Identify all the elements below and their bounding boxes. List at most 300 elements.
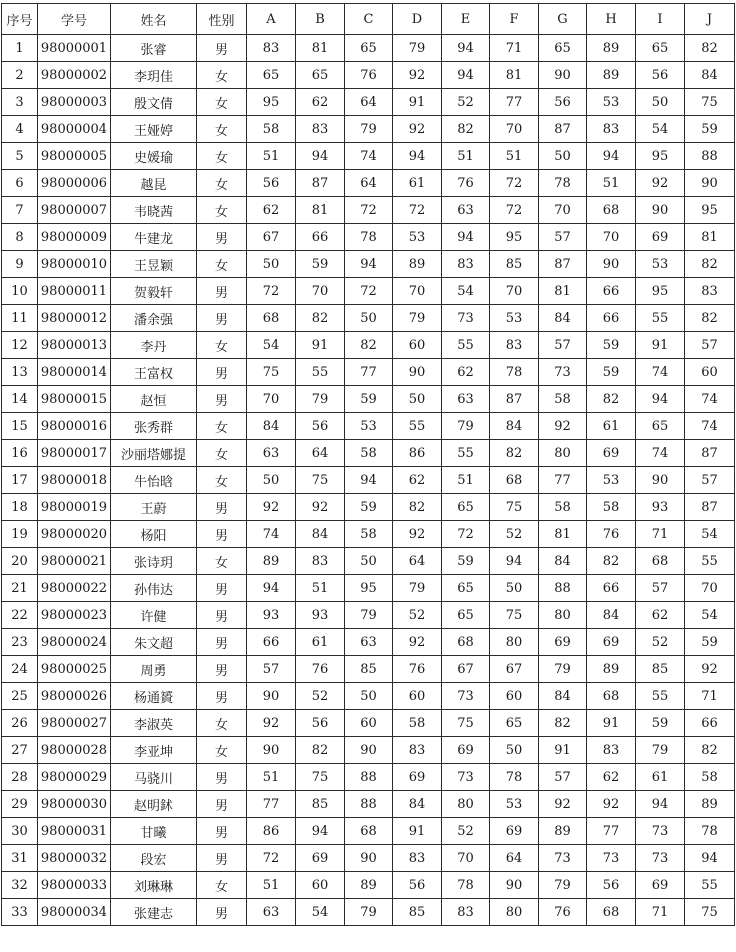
cell-score-d: 76 bbox=[393, 656, 442, 683]
cell-score-a: 67 bbox=[247, 224, 296, 251]
cell-score-h: 77 bbox=[587, 818, 636, 845]
cell-score-g: 69 bbox=[539, 629, 587, 656]
cell-score-b: 75 bbox=[296, 467, 345, 494]
cell-score-d: 85 bbox=[393, 899, 442, 926]
cell-score-c: 53 bbox=[345, 413, 393, 440]
cell-score-f: 83 bbox=[490, 332, 539, 359]
cell-score-c: 60 bbox=[345, 710, 393, 737]
cell-score-b: 69 bbox=[296, 845, 345, 872]
cell-score-j: 84 bbox=[685, 62, 735, 89]
cell-student-id: 98000019 bbox=[38, 494, 111, 521]
cell-score-a: 66 bbox=[247, 629, 296, 656]
cell-score-c: 50 bbox=[345, 305, 393, 332]
cell-score-g: 78 bbox=[539, 170, 587, 197]
cell-student-id: 98000003 bbox=[38, 89, 111, 116]
cell-score-c: 59 bbox=[345, 386, 393, 413]
cell-score-e: 72 bbox=[442, 521, 490, 548]
cell-name: 段宏 bbox=[111, 845, 197, 872]
cell-seq: 4 bbox=[2, 116, 38, 143]
cell-score-h: 83 bbox=[587, 116, 636, 143]
cell-score-j: 92 bbox=[685, 656, 735, 683]
cell-score-i: 65 bbox=[636, 35, 685, 62]
cell-score-c: 94 bbox=[345, 467, 393, 494]
cell-student-id: 98000022 bbox=[38, 575, 111, 602]
cell-score-i: 92 bbox=[636, 170, 685, 197]
cell-score-a: 77 bbox=[247, 791, 296, 818]
cell-student-id: 98000025 bbox=[38, 656, 111, 683]
cell-student-id: 98000017 bbox=[38, 440, 111, 467]
cell-seq: 6 bbox=[2, 170, 38, 197]
cell-score-c: 59 bbox=[345, 494, 393, 521]
cell-score-h: 58 bbox=[587, 494, 636, 521]
cell-score-b: 94 bbox=[296, 143, 345, 170]
cell-score-d: 91 bbox=[393, 89, 442, 116]
cell-score-a: 51 bbox=[247, 764, 296, 791]
table-row bbox=[2, 278, 735, 305]
cell-score-d: 94 bbox=[393, 143, 442, 170]
cell-gender: 男 bbox=[197, 818, 247, 845]
cell-seq: 23 bbox=[2, 629, 38, 656]
cell-name: 刘琳琳 bbox=[111, 872, 197, 899]
cell-seq: 18 bbox=[2, 494, 38, 521]
cell-student-id: 98000020 bbox=[38, 521, 111, 548]
cell-score-a: 70 bbox=[247, 386, 296, 413]
cell-score-h: 66 bbox=[587, 305, 636, 332]
cell-score-d: 53 bbox=[393, 224, 442, 251]
cell-score-g: 92 bbox=[539, 791, 587, 818]
cell-name: 殷文倩 bbox=[111, 89, 197, 116]
cell-seq: 26 bbox=[2, 710, 38, 737]
table-row bbox=[2, 683, 735, 710]
cell-score-b: 81 bbox=[296, 35, 345, 62]
cell-score-g: 50 bbox=[539, 143, 587, 170]
cell-score-i: 55 bbox=[636, 683, 685, 710]
cell-score-a: 62 bbox=[247, 197, 296, 224]
cell-score-b: 81 bbox=[296, 197, 345, 224]
cell-score-j: 90 bbox=[685, 170, 735, 197]
cell-score-b: 61 bbox=[296, 629, 345, 656]
cell-score-f: 60 bbox=[490, 683, 539, 710]
cell-score-g: 57 bbox=[539, 332, 587, 359]
cell-score-i: 71 bbox=[636, 899, 685, 926]
cell-score-e: 75 bbox=[442, 710, 490, 737]
cell-score-i: 93 bbox=[636, 494, 685, 521]
cell-gender: 女 bbox=[197, 872, 247, 899]
cell-name: 李丹 bbox=[111, 332, 197, 359]
header-seq: 序号 bbox=[2, 4, 38, 35]
cell-gender: 男 bbox=[197, 305, 247, 332]
cell-student-id: 98000021 bbox=[38, 548, 111, 575]
cell-student-id: 98000028 bbox=[38, 737, 111, 764]
cell-score-j: 71 bbox=[685, 683, 735, 710]
cell-score-d: 83 bbox=[393, 737, 442, 764]
cell-score-h: 66 bbox=[587, 575, 636, 602]
cell-score-i: 73 bbox=[636, 818, 685, 845]
cell-score-e: 73 bbox=[442, 764, 490, 791]
cell-score-h: 82 bbox=[587, 548, 636, 575]
cell-score-a: 68 bbox=[247, 305, 296, 332]
cell-student-id: 98000001 bbox=[38, 35, 111, 62]
cell-gender: 女 bbox=[197, 251, 247, 278]
header-g: G bbox=[539, 4, 587, 35]
cell-score-i: 95 bbox=[636, 143, 685, 170]
table-row bbox=[2, 62, 735, 89]
cell-score-b: 94 bbox=[296, 818, 345, 845]
cell-score-g: 90 bbox=[539, 62, 587, 89]
cell-score-a: 63 bbox=[247, 899, 296, 926]
cell-score-j: 74 bbox=[685, 386, 735, 413]
cell-score-a: 72 bbox=[247, 278, 296, 305]
cell-seq: 9 bbox=[2, 251, 38, 278]
table-row bbox=[2, 251, 735, 278]
cell-score-h: 84 bbox=[587, 602, 636, 629]
cell-score-a: 50 bbox=[247, 251, 296, 278]
cell-score-j: 55 bbox=[685, 872, 735, 899]
cell-score-h: 76 bbox=[587, 521, 636, 548]
cell-score-g: 79 bbox=[539, 872, 587, 899]
cell-score-f: 67 bbox=[490, 656, 539, 683]
cell-name: 王娅婷 bbox=[111, 116, 197, 143]
cell-score-d: 82 bbox=[393, 494, 442, 521]
cell-score-d: 92 bbox=[393, 521, 442, 548]
cell-score-c: 79 bbox=[345, 899, 393, 926]
cell-score-g: 65 bbox=[539, 35, 587, 62]
cell-score-f: 52 bbox=[490, 521, 539, 548]
cell-score-j: 87 bbox=[685, 494, 735, 521]
cell-score-g: 58 bbox=[539, 494, 587, 521]
cell-score-f: 53 bbox=[490, 305, 539, 332]
cell-gender: 女 bbox=[197, 143, 247, 170]
cell-score-f: 81 bbox=[490, 62, 539, 89]
cell-seq: 21 bbox=[2, 575, 38, 602]
cell-score-b: 83 bbox=[296, 548, 345, 575]
table-row bbox=[2, 845, 735, 872]
cell-score-h: 59 bbox=[587, 359, 636, 386]
cell-gender: 女 bbox=[197, 197, 247, 224]
cell-score-h: 66 bbox=[587, 278, 636, 305]
cell-score-g: 89 bbox=[539, 818, 587, 845]
cell-score-j: 75 bbox=[685, 89, 735, 116]
cell-seq: 12 bbox=[2, 332, 38, 359]
cell-score-f: 50 bbox=[490, 737, 539, 764]
cell-score-i: 94 bbox=[636, 386, 685, 413]
cell-score-e: 63 bbox=[442, 386, 490, 413]
cell-score-c: 50 bbox=[345, 548, 393, 575]
cell-score-h: 70 bbox=[587, 224, 636, 251]
cell-student-id: 98000005 bbox=[38, 143, 111, 170]
cell-score-e: 65 bbox=[442, 575, 490, 602]
cell-score-b: 59 bbox=[296, 251, 345, 278]
cell-seq: 32 bbox=[2, 872, 38, 899]
cell-gender: 男 bbox=[197, 683, 247, 710]
cell-score-c: 58 bbox=[345, 521, 393, 548]
cell-score-g: 56 bbox=[539, 89, 587, 116]
table-header bbox=[2, 4, 735, 35]
table-row bbox=[2, 872, 735, 899]
cell-name: 张诗玥 bbox=[111, 548, 197, 575]
cell-score-j: 95 bbox=[685, 197, 735, 224]
cell-score-a: 57 bbox=[247, 656, 296, 683]
cell-student-id: 98000013 bbox=[38, 332, 111, 359]
cell-score-b: 91 bbox=[296, 332, 345, 359]
cell-score-i: 62 bbox=[636, 602, 685, 629]
student-grades-table bbox=[1, 3, 735, 926]
cell-score-f: 84 bbox=[490, 413, 539, 440]
cell-score-g: 91 bbox=[539, 737, 587, 764]
cell-score-e: 73 bbox=[442, 683, 490, 710]
cell-score-c: 90 bbox=[345, 845, 393, 872]
cell-score-j: 60 bbox=[685, 359, 735, 386]
cell-score-d: 79 bbox=[393, 575, 442, 602]
cell-score-j: 78 bbox=[685, 818, 735, 845]
cell-name: 朱文超 bbox=[111, 629, 197, 656]
cell-name: 赵恒 bbox=[111, 386, 197, 413]
cell-seq: 11 bbox=[2, 305, 38, 332]
cell-student-id: 98000002 bbox=[38, 62, 111, 89]
header-c: C bbox=[345, 4, 393, 35]
cell-student-id: 98000012 bbox=[38, 305, 111, 332]
cell-score-i: 56 bbox=[636, 62, 685, 89]
cell-score-a: 74 bbox=[247, 521, 296, 548]
cell-score-f: 90 bbox=[490, 872, 539, 899]
cell-score-h: 94 bbox=[587, 143, 636, 170]
cell-score-b: 82 bbox=[296, 305, 345, 332]
cell-score-e: 51 bbox=[442, 467, 490, 494]
cell-score-b: 84 bbox=[296, 521, 345, 548]
cell-score-b: 93 bbox=[296, 602, 345, 629]
cell-name: 张秀群 bbox=[111, 413, 197, 440]
cell-seq: 19 bbox=[2, 521, 38, 548]
cell-name: 牛建龙 bbox=[111, 224, 197, 251]
table-row bbox=[2, 197, 735, 224]
cell-score-a: 90 bbox=[247, 683, 296, 710]
cell-score-a: 54 bbox=[247, 332, 296, 359]
cell-score-d: 62 bbox=[393, 467, 442, 494]
cell-score-b: 66 bbox=[296, 224, 345, 251]
cell-score-d: 79 bbox=[393, 305, 442, 332]
cell-score-c: 88 bbox=[345, 764, 393, 791]
cell-gender: 男 bbox=[197, 575, 247, 602]
cell-score-f: 87 bbox=[490, 386, 539, 413]
cell-score-d: 79 bbox=[393, 35, 442, 62]
cell-score-h: 53 bbox=[587, 467, 636, 494]
cell-score-g: 81 bbox=[539, 521, 587, 548]
cell-name: 沙丽塔娜提 bbox=[111, 440, 197, 467]
cell-score-e: 55 bbox=[442, 440, 490, 467]
cell-score-h: 68 bbox=[587, 683, 636, 710]
header-name: 姓名 bbox=[111, 4, 197, 35]
cell-score-j: 54 bbox=[685, 521, 735, 548]
cell-gender: 男 bbox=[197, 764, 247, 791]
cell-score-f: 65 bbox=[490, 710, 539, 737]
cell-score-h: 82 bbox=[587, 386, 636, 413]
cell-seq: 29 bbox=[2, 791, 38, 818]
cell-seq: 16 bbox=[2, 440, 38, 467]
cell-score-e: 79 bbox=[442, 413, 490, 440]
cell-seq: 10 bbox=[2, 278, 38, 305]
cell-score-a: 92 bbox=[247, 710, 296, 737]
cell-score-b: 92 bbox=[296, 494, 345, 521]
cell-score-d: 61 bbox=[393, 170, 442, 197]
cell-score-c: 72 bbox=[345, 197, 393, 224]
cell-score-f: 71 bbox=[490, 35, 539, 62]
cell-score-h: 68 bbox=[587, 899, 636, 926]
cell-score-d: 92 bbox=[393, 62, 442, 89]
cell-score-b: 54 bbox=[296, 899, 345, 926]
cell-score-b: 75 bbox=[296, 764, 345, 791]
cell-score-e: 83 bbox=[442, 251, 490, 278]
cell-score-e: 76 bbox=[442, 170, 490, 197]
cell-score-h: 68 bbox=[587, 197, 636, 224]
cell-score-b: 79 bbox=[296, 386, 345, 413]
cell-score-h: 51 bbox=[587, 170, 636, 197]
cell-score-a: 84 bbox=[247, 413, 296, 440]
cell-score-i: 91 bbox=[636, 332, 685, 359]
cell-score-i: 94 bbox=[636, 791, 685, 818]
cell-score-g: 84 bbox=[539, 683, 587, 710]
cell-score-d: 83 bbox=[393, 845, 442, 872]
table-row bbox=[2, 332, 735, 359]
cell-score-j: 57 bbox=[685, 467, 735, 494]
header-h: H bbox=[587, 4, 636, 35]
cell-score-c: 72 bbox=[345, 278, 393, 305]
cell-score-j: 70 bbox=[685, 575, 735, 602]
cell-score-g: 84 bbox=[539, 305, 587, 332]
table-row bbox=[2, 35, 735, 62]
cell-score-a: 51 bbox=[247, 872, 296, 899]
cell-score-f: 80 bbox=[490, 629, 539, 656]
cell-seq: 1 bbox=[2, 35, 38, 62]
cell-score-e: 69 bbox=[442, 737, 490, 764]
cell-gender: 男 bbox=[197, 386, 247, 413]
cell-score-f: 94 bbox=[490, 548, 539, 575]
cell-score-d: 60 bbox=[393, 332, 442, 359]
cell-score-c: 85 bbox=[345, 656, 393, 683]
cell-score-j: 59 bbox=[685, 629, 735, 656]
cell-name: 李玥佳 bbox=[111, 62, 197, 89]
cell-score-j: 94 bbox=[685, 845, 735, 872]
cell-score-i: 74 bbox=[636, 359, 685, 386]
cell-score-b: 70 bbox=[296, 278, 345, 305]
cell-score-c: 95 bbox=[345, 575, 393, 602]
cell-score-j: 87 bbox=[685, 440, 735, 467]
cell-score-f: 78 bbox=[490, 764, 539, 791]
cell-name: 李亚坤 bbox=[111, 737, 197, 764]
cell-score-i: 79 bbox=[636, 737, 685, 764]
cell-score-d: 72 bbox=[393, 197, 442, 224]
cell-score-f: 50 bbox=[490, 575, 539, 602]
cell-score-b: 76 bbox=[296, 656, 345, 683]
cell-score-b: 64 bbox=[296, 440, 345, 467]
cell-score-a: 65 bbox=[247, 62, 296, 89]
cell-gender: 男 bbox=[197, 602, 247, 629]
cell-score-g: 87 bbox=[539, 116, 587, 143]
cell-score-i: 85 bbox=[636, 656, 685, 683]
cell-score-f: 72 bbox=[490, 170, 539, 197]
cell-gender: 男 bbox=[197, 656, 247, 683]
cell-seq: 17 bbox=[2, 467, 38, 494]
cell-seq: 33 bbox=[2, 899, 38, 926]
cell-score-f: 70 bbox=[490, 116, 539, 143]
cell-score-j: 82 bbox=[685, 35, 735, 62]
cell-score-f: 64 bbox=[490, 845, 539, 872]
cell-seq: 15 bbox=[2, 413, 38, 440]
table-row bbox=[2, 629, 735, 656]
cell-score-a: 86 bbox=[247, 818, 296, 845]
cell-score-a: 93 bbox=[247, 602, 296, 629]
cell-student-id: 98000033 bbox=[38, 872, 111, 899]
cell-seq: 2 bbox=[2, 62, 38, 89]
cell-score-g: 58 bbox=[539, 386, 587, 413]
cell-score-i: 61 bbox=[636, 764, 685, 791]
cell-score-d: 55 bbox=[393, 413, 442, 440]
cell-score-b: 62 bbox=[296, 89, 345, 116]
header-f: F bbox=[490, 4, 539, 35]
cell-gender: 女 bbox=[197, 710, 247, 737]
cell-score-a: 56 bbox=[247, 170, 296, 197]
table-row bbox=[2, 575, 735, 602]
cell-seq: 30 bbox=[2, 818, 38, 845]
header-e: E bbox=[442, 4, 490, 35]
cell-score-e: 63 bbox=[442, 197, 490, 224]
cell-score-f: 53 bbox=[490, 791, 539, 818]
cell-score-e: 52 bbox=[442, 818, 490, 845]
cell-name: 甘曦 bbox=[111, 818, 197, 845]
cell-seq: 7 bbox=[2, 197, 38, 224]
cell-score-h: 92 bbox=[587, 791, 636, 818]
cell-score-g: 80 bbox=[539, 602, 587, 629]
cell-gender: 男 bbox=[197, 35, 247, 62]
cell-score-c: 94 bbox=[345, 251, 393, 278]
cell-score-g: 73 bbox=[539, 359, 587, 386]
cell-gender: 女 bbox=[197, 737, 247, 764]
cell-score-i: 95 bbox=[636, 278, 685, 305]
cell-name: 张建志 bbox=[111, 899, 197, 926]
cell-score-b: 52 bbox=[296, 683, 345, 710]
cell-student-id: 98000030 bbox=[38, 791, 111, 818]
cell-score-e: 65 bbox=[442, 602, 490, 629]
table-row bbox=[2, 440, 735, 467]
cell-student-id: 98000015 bbox=[38, 386, 111, 413]
cell-gender: 女 bbox=[197, 332, 247, 359]
cell-name: 王富权 bbox=[111, 359, 197, 386]
cell-score-i: 90 bbox=[636, 467, 685, 494]
cell-gender: 男 bbox=[197, 521, 247, 548]
table-row bbox=[2, 602, 735, 629]
header-gender: 性别 bbox=[197, 4, 247, 35]
cell-score-d: 69 bbox=[393, 764, 442, 791]
cell-gender: 女 bbox=[197, 89, 247, 116]
cell-score-g: 88 bbox=[539, 575, 587, 602]
cell-name: 史媛瑜 bbox=[111, 143, 197, 170]
header-j: J bbox=[685, 4, 735, 35]
cell-score-a: 63 bbox=[247, 440, 296, 467]
cell-score-f: 77 bbox=[490, 89, 539, 116]
cell-student-id: 98000029 bbox=[38, 764, 111, 791]
cell-score-c: 64 bbox=[345, 170, 393, 197]
cell-score-h: 69 bbox=[587, 440, 636, 467]
cell-score-f: 80 bbox=[490, 899, 539, 926]
cell-name: 王蔚 bbox=[111, 494, 197, 521]
cell-score-e: 83 bbox=[442, 899, 490, 926]
cell-gender: 女 bbox=[197, 62, 247, 89]
table-row bbox=[2, 386, 735, 413]
cell-score-h: 91 bbox=[587, 710, 636, 737]
cell-score-c: 78 bbox=[345, 224, 393, 251]
table-row bbox=[2, 899, 735, 926]
cell-gender: 女 bbox=[197, 467, 247, 494]
cell-score-a: 50 bbox=[247, 467, 296, 494]
